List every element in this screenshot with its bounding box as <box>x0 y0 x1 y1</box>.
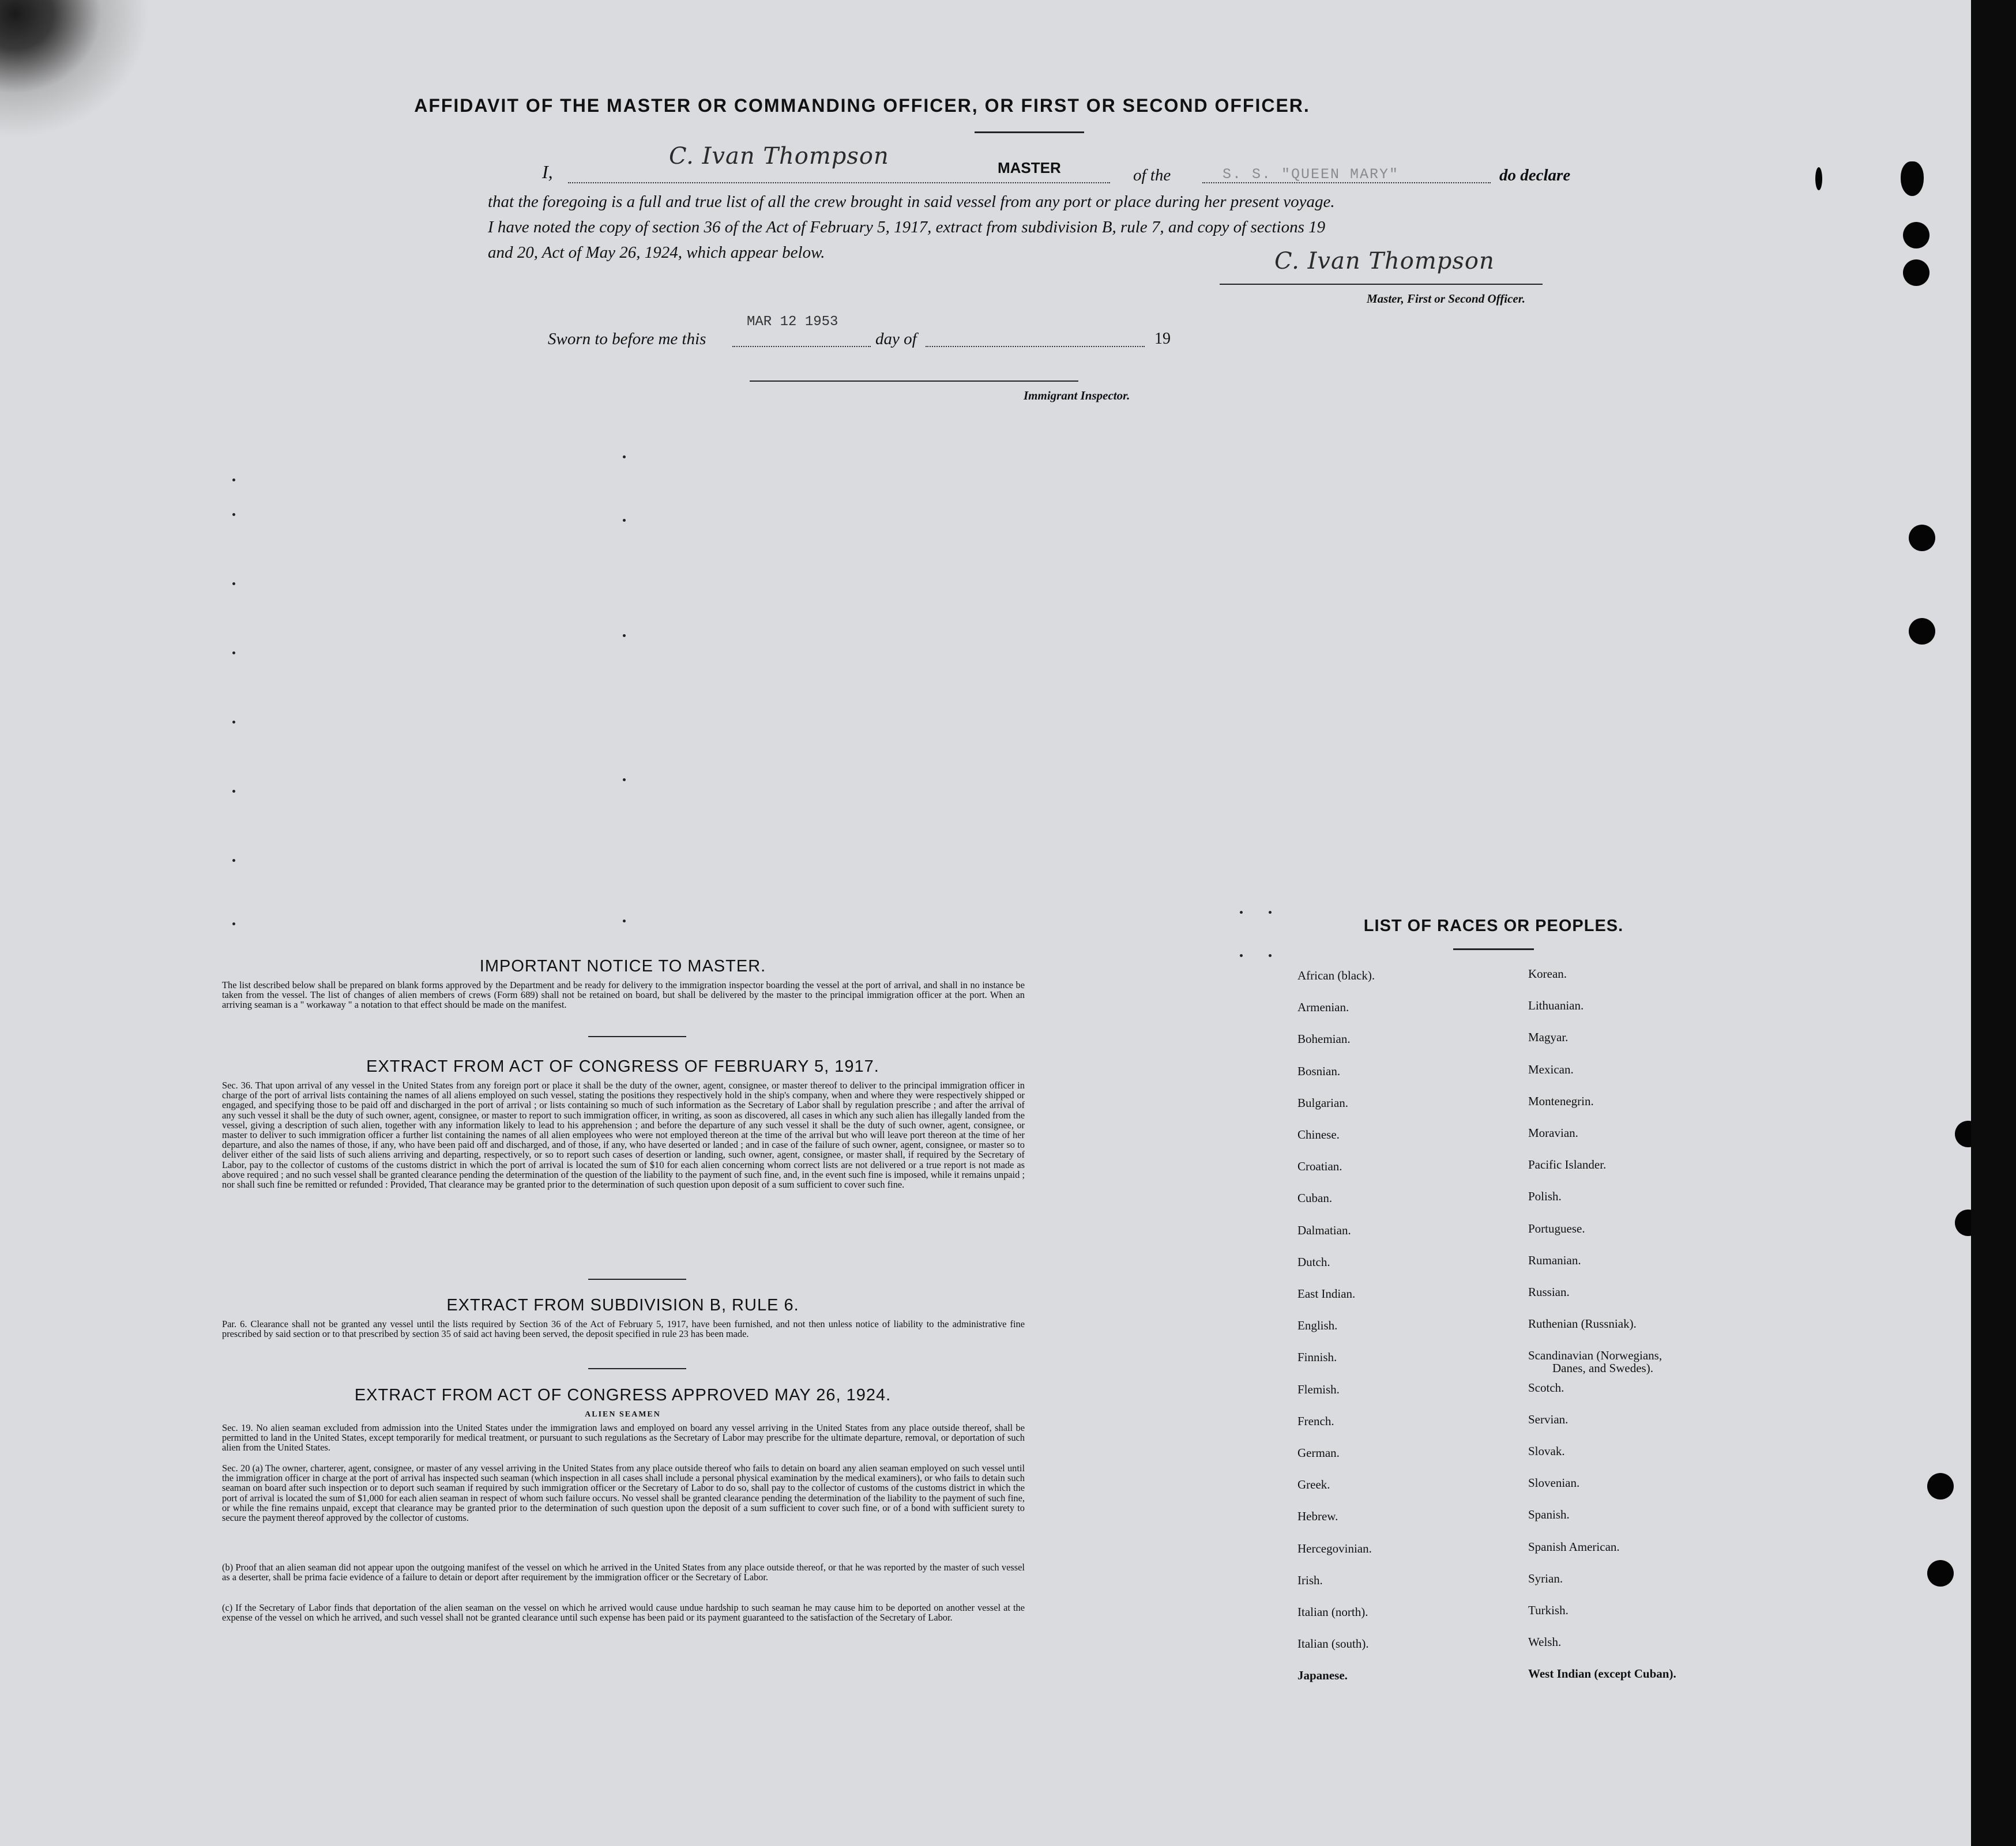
margin-dot <box>623 778 626 781</box>
race-item: Syrian. <box>1528 1571 1563 1585</box>
race-item: Mexican. <box>1528 1062 1574 1076</box>
day-of-text: day of <box>875 330 917 348</box>
month-line <box>926 346 1145 347</box>
race-item: Scotch. <box>1528 1380 1564 1395</box>
film-margin <box>1971 0 2016 1846</box>
of-the-text: of the <box>1133 166 1171 184</box>
race-item: Dalmatian. <box>1297 1223 1351 1237</box>
declaration-line: I have noted the copy of section 36 of the Act of February 5, 1917, extract from subdivision B, rule 7, and copy of sections 19 <box>488 218 1326 236</box>
punch-hole <box>1909 525 1935 551</box>
margin-dot <box>1269 911 1272 914</box>
name-signature: C. Ivan Thompson <box>669 143 889 169</box>
race-item: Bosnian. <box>1297 1064 1341 1078</box>
race-item: Ruthenian (Russniak). <box>1528 1317 1637 1331</box>
declaration-line: and 20, Act of May 26, 1924, which appear below. <box>488 243 825 262</box>
race-item: Japanese. <box>1297 1668 1348 1683</box>
margin-dot <box>1240 911 1243 914</box>
alien-seamen-subtitle: ALIEN SEAMEN <box>585 1410 661 1419</box>
race-item: Spanish American. <box>1528 1539 1620 1554</box>
race-item: Russian. <box>1528 1285 1570 1299</box>
punch-hole <box>1927 1560 1954 1587</box>
do-declare-text: do declare <box>1499 166 1571 184</box>
race-item: Dutch. <box>1297 1254 1330 1269</box>
race-item: Turkish. <box>1528 1603 1569 1617</box>
race-item: Armenian. <box>1297 1000 1349 1015</box>
margin-dot <box>1269 954 1272 957</box>
race-item: Korean. <box>1528 967 1567 981</box>
race-item: Rumanian. <box>1528 1253 1581 1267</box>
margin-dot <box>232 651 235 654</box>
race-item: Montenegrin. <box>1528 1094 1594 1108</box>
title-underline <box>975 131 1084 133</box>
inspector-caption: Immigrant Inspector. <box>1024 389 1130 402</box>
name-line <box>568 182 1110 183</box>
margin-dot <box>623 455 626 458</box>
race-item: Spanish. <box>1528 1508 1570 1522</box>
race-item: Italian (south). <box>1297 1637 1369 1651</box>
race-item: Hebrew. <box>1297 1509 1338 1524</box>
race-item: Italian (north). <box>1297 1605 1368 1619</box>
race-item: West Indian (except Cuban). <box>1528 1667 1676 1681</box>
punch-hole <box>1903 259 1930 286</box>
rank-text: MASTER <box>998 159 1061 176</box>
margin-dot <box>232 582 235 585</box>
races-title-underline <box>1453 948 1534 950</box>
race-item: Servian. <box>1528 1412 1569 1426</box>
margin-dot <box>232 922 235 925</box>
margin-dot <box>232 721 235 724</box>
race-item: African (black). <box>1297 969 1375 982</box>
race-item: Bulgarian. <box>1297 1095 1349 1110</box>
year-prefix: 19 <box>1154 330 1171 348</box>
punch-hole <box>1903 222 1930 248</box>
margin-dot <box>623 634 626 637</box>
notice-title: IMPORTANT NOTICE TO MASTER. <box>479 957 766 975</box>
margin-dot <box>623 519 626 522</box>
section-divider <box>588 1279 686 1280</box>
extract-rule6-title: EXTRACT FROM SUBDIVISION B, RULE 6. <box>446 1296 799 1314</box>
race-item: Greek. <box>1297 1478 1330 1492</box>
races-title: LIST OF RACES OR PEOPLES. <box>1363 917 1624 935</box>
extract-1924-title: EXTRACT FROM ACT OF CONGRESS APPROVED MAY 26, 1924. <box>354 1386 892 1404</box>
ink-mark <box>1815 167 1822 190</box>
race-item: Flemish. <box>1297 1382 1340 1396</box>
margin-dot <box>1240 954 1243 957</box>
race-item: Magyar. <box>1528 1030 1569 1045</box>
race-item: English. <box>1297 1318 1338 1333</box>
notice-text: The list described below shall be prepared on blank forms approved by the Department and be ready for delivery to the immigration inspector boarding the vessel at the port of arrival, and shall in no instance be taken from the vessel. The list of changes of alien members of crews (Form 689) shall not be retained on board, but shall be delivered by the master to the principal immigration officer at the port. When an arriving seaman is a " workaway " a notation to that effect should be made on the manifest. <box>222 979 1025 1011</box>
margin-dot <box>623 920 626 922</box>
margin-dot <box>232 513 235 516</box>
date-stamp: MAR 12 1953 <box>747 314 838 330</box>
extract-1917-title: EXTRACT FROM ACT OF CONGRESS OF FEBRUARY 5, 1917. <box>366 1057 879 1076</box>
race-item: East Indian. <box>1297 1287 1356 1301</box>
race-continuation: Danes, and Swedes). <box>1552 1361 1653 1375</box>
race-item: Pacific Islander. <box>1528 1158 1607 1172</box>
punch-hole <box>1955 1121 1971 1147</box>
race-item: Lithuanian. <box>1528 999 1584 1013</box>
signature-caption: Master, First or Second Officer. <box>1367 292 1525 306</box>
margin-dot <box>232 479 235 481</box>
race-item: Chinese. <box>1297 1128 1340 1141</box>
race-item: Finnish. <box>1297 1350 1337 1365</box>
race-item: Slovak. <box>1528 1444 1565 1458</box>
margin-dot <box>232 859 235 862</box>
punch-hole <box>1955 1210 1971 1236</box>
master-signature: C. Ivan Thompson <box>1274 248 1495 274</box>
extract-rule6-text: Par. 6. Clearance shall not be granted any vessel until the lists required by Section 36 of the Act of February 5, 1917, have been furnished, and not then unless notice of liability to the administrative fine prescribed by said section or to that prescribed by section 35 of said act having been served, the deposit specified in rule 23 has been made. <box>222 1318 1025 1340</box>
race-item: Slovenian. <box>1528 1476 1580 1490</box>
race-item: Welsh. <box>1528 1635 1562 1649</box>
punch-hole <box>1909 618 1935 645</box>
race-item: Portuguese. <box>1528 1221 1585 1235</box>
race-item: German. <box>1297 1446 1340 1460</box>
race-item: Bohemian. <box>1297 1032 1351 1046</box>
section-divider <box>588 1368 686 1369</box>
affidavit-pronoun: I, <box>542 161 553 182</box>
extract-1917-text: Sec. 36. That upon arrival of any vessel in the United States from any foreign port or place it shall be the duty of the owner, agent, consignee, or master thereof to deliver to the principal immigration officer in charge of the port of arrival lists containing the names of all aliens employed on such vessel, stating the positions they respectively hold in the ship's company, when and where they were respectively shipped or engaged, and specifying those to be paid off and discharged in the port of arrival ; or lists containing so much of such information as the Secretary of Labor shall by regulation prescribe ; and after the arrival of any such vessel it shall be the duty of such owner, agent, consignee, or master to report to such immigration officer, in writing, as soon as discovered, all cases in which any such alien has illegally landed from the vessel, giving a description of such alien, together with any information likely to lead to his apprehension ; and before the departure of any such vessel it shall be the duty of such owner, agent, consignee, or master to deliver to such immigration officer a further list containing the names of all alien employees who were not employed thereon at the time of the arrival but who will leave port thereon at the time of her departure, and also the names of those, if any, who have been paid off and discharged, and of those, if any, who have deserted or landed ; and in case of the failure of such owner, agent, consignee, or master so to deliver either of the said lists of such aliens arriving and departing, respectively, or so to report such cases of desertion or landing, such owner, agent, consignee, or master shall, if required by the Secretary of Labor, pay to the collector of customs of the customs district in which the port of arrival is located the sum of $10 for each alien concerning whom correct lists are not delivered or a true report is not made as above required ; and no such vessel shall be granted clearance pending the determination of the question of the liability to the payment of such fine, and, in the event such fine is imposed, while it remains unpaid ; nor shall such fine be remitted or refunded : Provided, That clearance may be granted prior to the determination of such question upon deposit of a sum sufficient to cover such fine. <box>222 1080 1025 1191</box>
affidavit-title: AFFIDAVIT OF THE MASTER OR COMMANDING OFFICER, OR FIRST OR SECOND OFFICER. <box>414 95 1310 116</box>
punch-hole <box>1927 1473 1954 1500</box>
race-item: Cuban. <box>1297 1191 1333 1205</box>
sec19-text: Sec. 19. No alien seaman excluded from admission into the United States under the immigration laws and employed on board any vessel arriving in the United States from any place outside thereof, shall be permitted to land in the United States, except temporarily for medical treatment, or pursuant to such regulations as the Secretary of Labor may prescribe for the ultimate departure, removal, or deportation of such alien from the United States. <box>222 1422 1025 1453</box>
race-item: Irish. <box>1297 1573 1323 1587</box>
section-divider <box>588 1036 686 1037</box>
race-item: Croatian. <box>1297 1159 1342 1174</box>
declaration-line: that the foregoing is a full and true list of all the crew brought in said vessel from any port or place during her present voyage. <box>488 193 1335 211</box>
sec20c-text: (c) If the Secretary of Labor finds that deportation of the alien seaman on the vessel on which he arrived would cause undue hardship to such seaman he may cause him to be deported on another vessel at the expense of the vessel on which he arrived, and such vessel shall not be granted clearance until such expense has been paid or its payment guaranteed to the satisfaction of the Secretary of Labor. <box>222 1602 1025 1623</box>
race-item: Scandinavian (Norwegians, <box>1528 1348 1663 1363</box>
race-item: Polish. <box>1528 1189 1562 1204</box>
sworn-text: Sworn to before me this <box>548 330 706 348</box>
race-item: Moravian. <box>1528 1126 1578 1140</box>
vessel-name: S. S. "QUEEN MARY" <box>1223 166 1400 183</box>
sec20a-text: Sec. 20 (a) The owner, charterer, agent, consignee, or master of any vessel arriving in the United States from any place outside thereof who fails to detain on board any alien seaman employed on such vessel until the immigration officer in charge at the port of arrival has inspected such seaman (which inspection in all cases shall include a personal physical examination by the medical examiners), or who fails to detain such seaman on board after such inspection or to deport such seaman if required by such immigration officer or the Secretary of Labor to do so, shall pay to the collector of customs of the customs district in which the port of arrival is located the sum of $1,000 for each alien seaman in respect of whom such failure occurs. No vessel shall be granted clearance pending the determination of the liability to the payment of such fine, or while the fine remains unpaid, except that clearance may be granted prior to the determination of such question upon the deposit of a sum sufficient to cover such fine, or of a bond with sufficient surety to secure the payment thereof approved by the collector of customs. <box>222 1463 1025 1524</box>
margin-dot <box>232 790 235 793</box>
torn-corner <box>0 0 150 138</box>
sec20b-text: (b) Proof that an alien seaman did not appear upon the outgoing manifest of the vessel on which he arrived in the United States from any place outside thereof, or that he was reported by the master of such vessel as a deserter, shall be prima facie evidence of a failure to detain or deport after requirement by the immigration officer or the Secretary of Labor. <box>222 1562 1025 1583</box>
inspector-line <box>750 380 1078 382</box>
race-item: Hercegovinian. <box>1297 1541 1372 1555</box>
sworn-day-line <box>732 346 871 347</box>
race-item: French. <box>1297 1414 1334 1428</box>
signature-line <box>1220 284 1543 285</box>
punch-hole <box>1901 161 1924 196</box>
